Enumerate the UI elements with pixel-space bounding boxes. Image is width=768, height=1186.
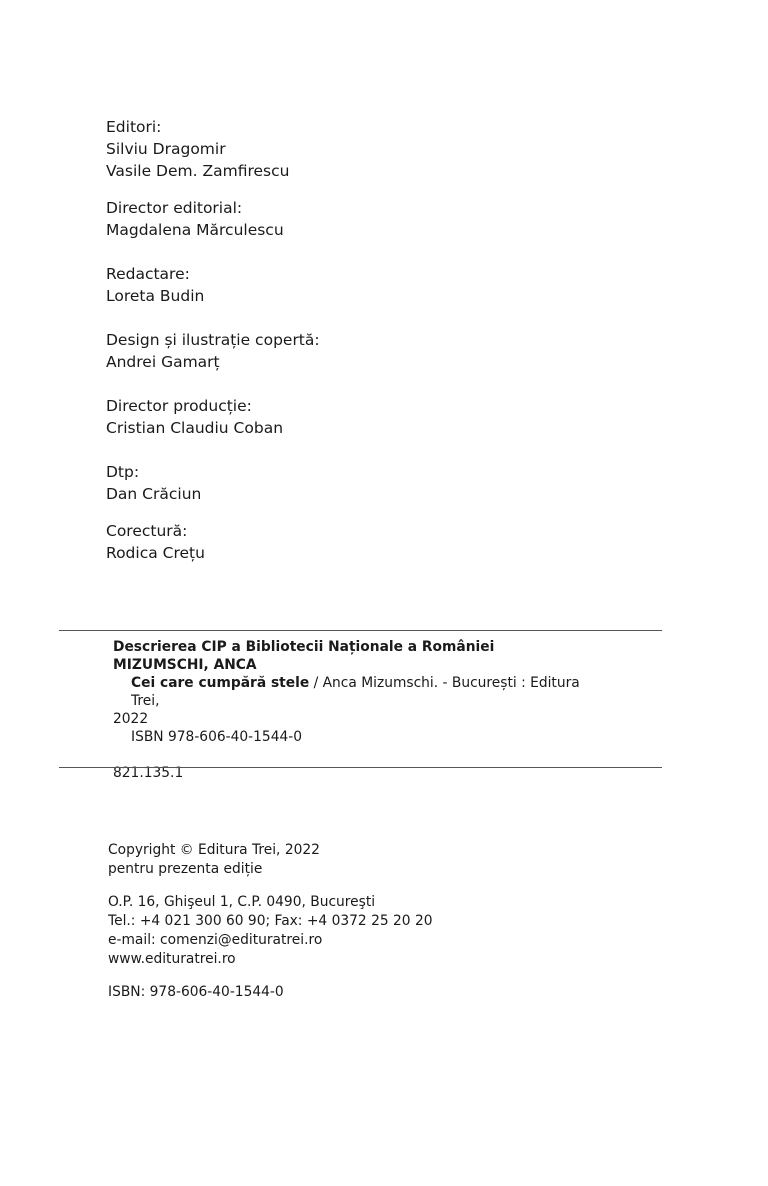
proofreading-label: Corectură: [106, 522, 188, 540]
editors-block [106, 116, 666, 182]
cover-design-label: Design și ilustrație copertă: [106, 331, 320, 349]
cip-top-rule [59, 630, 662, 631]
edition-line: pentru prezenta ediție [108, 861, 263, 877]
cover-design-block [106, 329, 666, 373]
editor-name: Silviu Dragomir [106, 140, 226, 158]
copyright-line: Copyright © Editura Trei, 2022 [108, 842, 320, 858]
book-isbn: ISBN: 978-606-40-1544-0 [108, 984, 284, 1000]
cip-book-title: Cei care cumpără stele [131, 675, 310, 691]
editorial-director-block [106, 197, 666, 241]
publisher-website: www.edituratrei.ro [108, 951, 236, 967]
proofreading-name: Rodica Crețu [106, 544, 205, 562]
editorial-director-label: Director editorial: [106, 199, 243, 217]
dtp-label: Dtp: [106, 463, 140, 481]
editor-name: Vasile Dem. Zamfirescu [106, 162, 290, 180]
production-director-block [106, 395, 666, 439]
production-director-name: Cristian Claudiu Coban [106, 419, 284, 437]
proofreading-block [106, 520, 666, 564]
publisher-email: e-mail: comenzi@edituratrei.ro [108, 932, 323, 948]
cover-design-name: Andrei Gamarț [106, 353, 220, 371]
copy-editing-name: Loreta Budin [106, 287, 205, 305]
cip-heading: Descrierea CIP a Bibliotecii Naționale a României [113, 639, 495, 655]
cip-bottom-rule [59, 767, 662, 768]
editors-label: Editori: [106, 118, 162, 136]
cip-year: 2022 [113, 711, 149, 727]
credits-section [106, 116, 666, 564]
copy-editing-label: Redactare: [106, 265, 190, 283]
dtp-block [106, 461, 666, 505]
cip-description [113, 638, 593, 782]
cip-classification: 821.135.1 [113, 765, 184, 781]
production-director-label: Director producție: [106, 397, 252, 415]
publisher-phone: Tel.: +4 021 300 60 90; Fax: +4 0372 25 20 20 [108, 913, 433, 929]
publisher-address: O.P. 16, Ghişeul 1, C.P. 0490, Bucureşti [108, 894, 376, 910]
cip-author: MIZUMSCHI, ANCA [113, 657, 257, 673]
dtp-name: Dan Crăciun [106, 485, 202, 503]
cip-title-rest: / Anca Mizumschi. - București : Editura Trei, [131, 675, 580, 709]
cip-title-line [113, 674, 593, 710]
editorial-director-name: Magdalena Mărculescu [106, 221, 284, 239]
copy-editing-block [106, 263, 666, 307]
cip-isbn: ISBN 978-606-40-1544-0 [131, 729, 303, 745]
copyright-section [108, 841, 628, 1002]
